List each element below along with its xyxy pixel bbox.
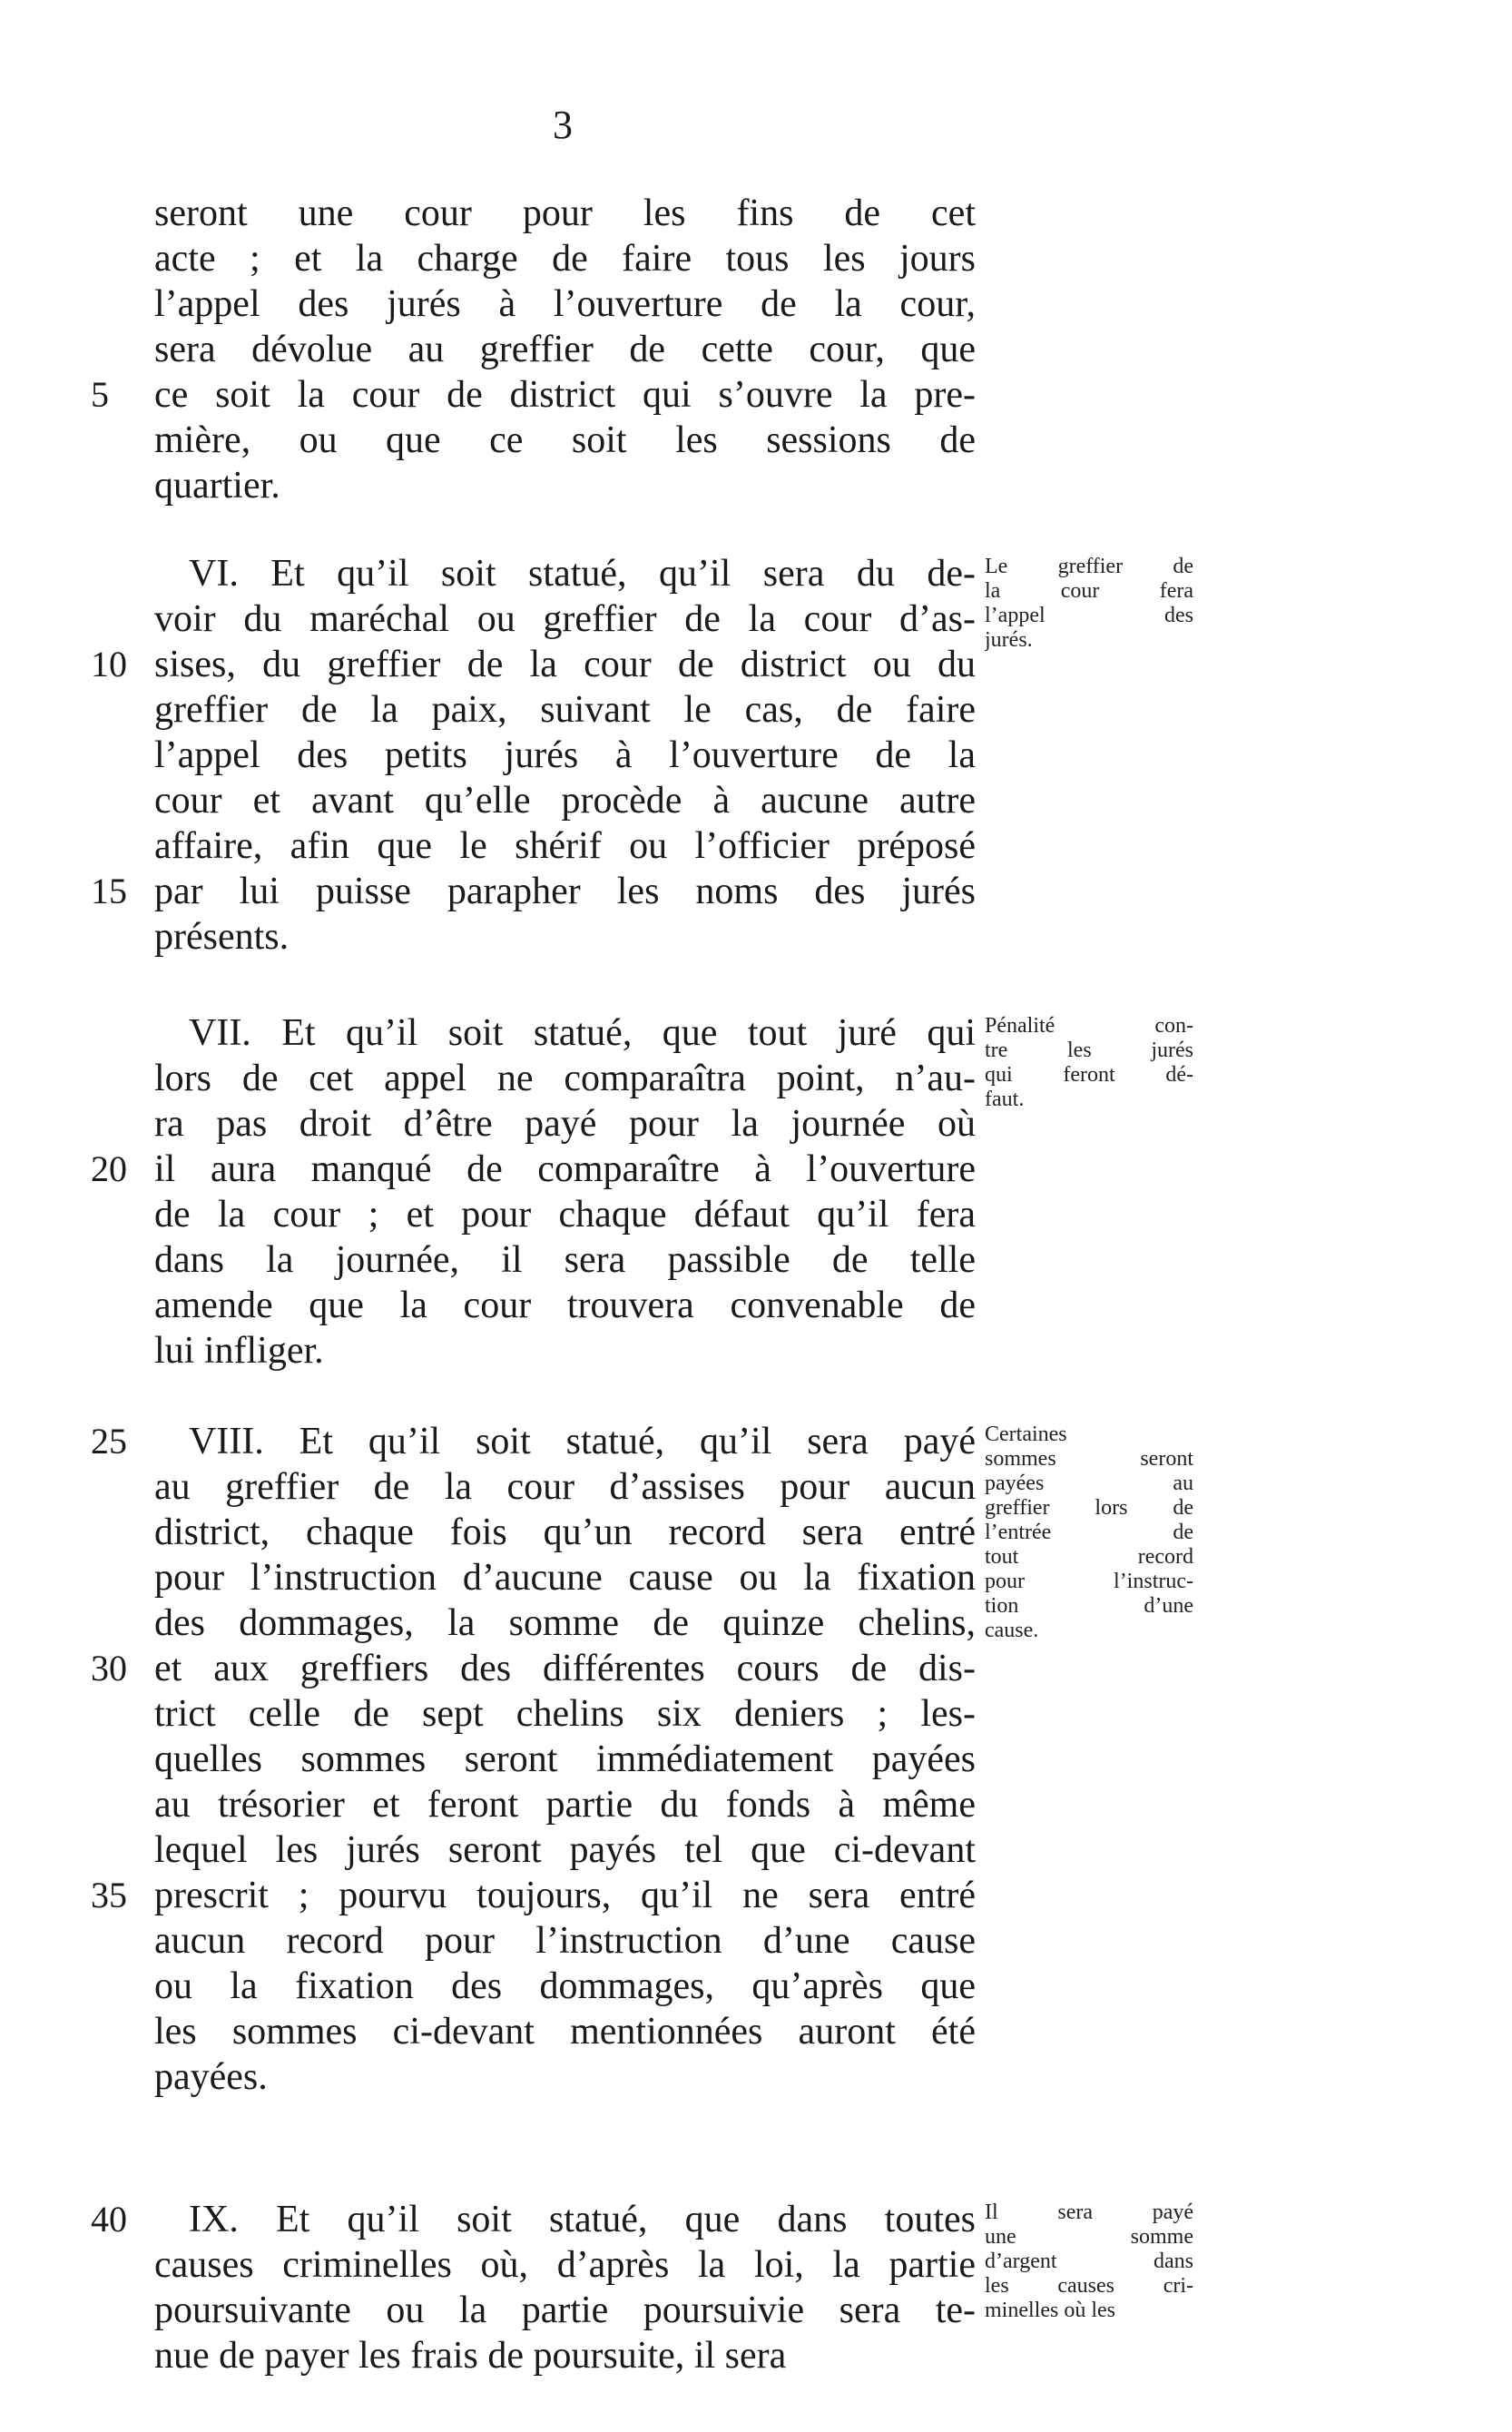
line-number: 20 <box>91 1148 127 1189</box>
margin-note-line: tre les jurés <box>985 1039 1193 1062</box>
margin-note-line: payées au <box>985 1472 1193 1495</box>
text-line: des dommages, la somme de quinze chelins, <box>154 1602 976 1644</box>
text-line: VI. Et qu’il soit statué, qu’il sera du de- <box>189 553 976 595</box>
text-line: quelles sommes seront immédiatement payées <box>154 1738 976 1780</box>
margin-note-line: Certaines <box>985 1423 1067 1446</box>
text-line: seront une cour pour les fins de cet <box>154 192 976 234</box>
text-line: acte ; et la charge de faire tous les jours <box>154 238 976 280</box>
margin-note-line: jurés. <box>985 628 1033 652</box>
text-line: ra pas droit d’être payé pour la journée où <box>154 1103 976 1145</box>
text-line: lequel les jurés seront payés tel que ci-devant <box>154 1829 976 1871</box>
text-line: par lui puisse parapher les noms des jurés <box>154 871 976 912</box>
text-line: lui infliger. <box>154 1330 324 1372</box>
text-line: affaire, afin que le shérif ou l’officier préposé <box>154 825 976 867</box>
text-line: prescrit ; pourvu toujours, qu’il ne sera entré <box>154 1875 976 1916</box>
margin-note-line: la cour fera <box>985 579 1193 603</box>
text-line: sises, du greffier de la cour de district ou du <box>154 644 976 685</box>
margin-note-line: tout record <box>985 1545 1193 1569</box>
text-line: au greffier de la cour d’assises pour aucun <box>154 1466 976 1508</box>
text-line: ou la fixation des dommages, qu’après que <box>154 1965 976 2007</box>
text-line: aucun record pour l’instruction d’une cause <box>154 1920 976 1962</box>
line-number: 15 <box>91 871 127 911</box>
text-line: poursuivante ou la partie poursuivie sera te- <box>154 2289 976 2331</box>
margin-note-line: l’entrée de <box>985 1521 1193 1544</box>
text-line: greffier de la paix, suivant le cas, de faire <box>154 689 976 731</box>
text-line: mière, ou que ce soit les sessions de <box>154 419 976 461</box>
line-number: 25 <box>91 1421 127 1462</box>
margin-note <box>985 1423 1193 1643</box>
text-line: voir du maréchal ou greffier de la cour d’as- <box>154 598 976 640</box>
text-line: amende que la cour trouvera convenable de <box>154 1285 976 1326</box>
text-line: présents. <box>154 916 290 958</box>
margin-note-line: sommes seront <box>985 1447 1193 1471</box>
text-line: cour et avant qu’elle procède à aucune autre <box>154 780 976 822</box>
text-line: au trésorier et feront partie du fonds à même <box>154 1784 976 1826</box>
text-line: il aura manqué de comparaître à l’ouverture <box>154 1148 976 1190</box>
margin-note-line: pour l’instruc- <box>985 1570 1193 1593</box>
margin-note-line: minelles où les <box>985 2299 1115 2322</box>
margin-note <box>985 1014 1193 1112</box>
text-line: trict celle de sept chelins six deniers ; les- <box>154 1693 976 1735</box>
margin-note-line: d’argent dans <box>985 2250 1193 2273</box>
margin-note-line: une somme <box>985 2225 1193 2249</box>
margin-note-line: Le greffier de <box>985 555 1193 578</box>
line-number: 10 <box>91 644 127 684</box>
text-line: l’appel des petits jurés à l’ouverture de la <box>154 734 976 776</box>
text-line: payées. <box>154 2056 268 2098</box>
line-number: 30 <box>91 1648 127 1689</box>
text-line: ce soit la cour de district qui s’ouvre la pre- <box>154 374 976 416</box>
page-number: 3 <box>553 103 573 147</box>
text-line: nue de payer les frais de poursuite, il sera <box>154 2335 787 2377</box>
line-number: 5 <box>91 374 109 415</box>
margin-note-line: faut. <box>985 1088 1025 1111</box>
text-line: causes criminelles où, d’après la loi, la partie <box>154 2244 976 2286</box>
margin-note-line: qui feront dé- <box>985 1063 1193 1087</box>
margin-note-line: l’appel des <box>985 604 1193 627</box>
text-line: de la cour ; et pour chaque défaut qu’il fera <box>154 1194 976 1236</box>
text-line: IX. Et qu’il soit statué, que dans toutes <box>189 2199 976 2240</box>
margin-note <box>985 2201 1193 2323</box>
margin-note-line: greffier lors de <box>985 1496 1193 1520</box>
margin-note-line: Il sera payé <box>985 2201 1193 2224</box>
margin-note-line: Pénalité con- <box>985 1014 1193 1038</box>
margin-note-line: tion d’une <box>985 1594 1193 1618</box>
text-line: pour l’instruction d’aucune cause ou la fixation <box>154 1557 976 1599</box>
text-line: lors de cet appel ne comparaîtra point, n’au- <box>154 1058 976 1099</box>
text-line: district, chaque fois qu’un record sera entré <box>154 1511 976 1553</box>
text-line: VIII. Et qu’il soit statué, qu’il sera payé <box>189 1421 976 1462</box>
margin-note-line: les causes cri- <box>985 2274 1193 2298</box>
text-line: dans la journée, il sera passible de telle <box>154 1239 976 1281</box>
line-number: 35 <box>91 1875 127 1915</box>
text-line: l’appel des jurés à l’ouverture de la cour, <box>154 283 976 325</box>
margin-note-line: cause. <box>985 1619 1039 1642</box>
text-line: VII. Et qu’il soit statué, que tout juré qui <box>189 1012 976 1054</box>
margin-note <box>985 555 1193 653</box>
text-line: quartier. <box>154 465 280 507</box>
text-line: les sommes ci-devant mentionnées auront été <box>154 2011 976 2053</box>
text-line: et aux greffiers des différentes cours de dis- <box>154 1648 976 1689</box>
text-line: sera dévolue au greffier de cette cour, que <box>154 329 976 370</box>
line-number: 40 <box>91 2199 127 2240</box>
